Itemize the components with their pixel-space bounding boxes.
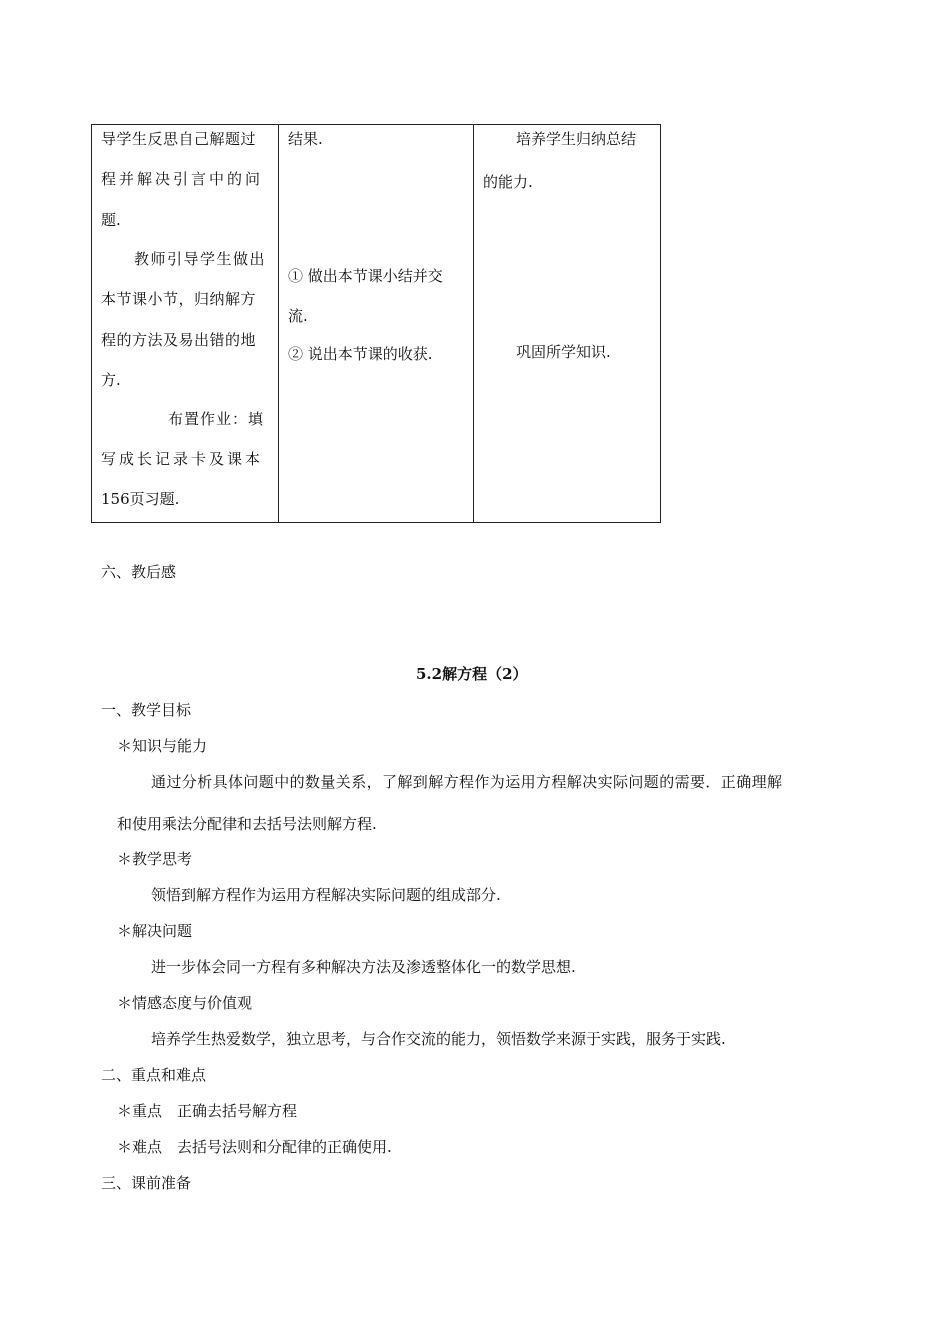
lesson-title: 5.2解方程（2） bbox=[416, 665, 528, 683]
table-cell-student bbox=[279, 125, 474, 523]
subheading-problem-solving: ＊解决问题 bbox=[117, 922, 193, 940]
paragraph-attitude: 培养学生热爱数学，独立思考，与合作交流的能力，领悟数学来源于实践，服务于实践. bbox=[151, 1030, 726, 1048]
cell-line: 导学生反思自己解题过 bbox=[101, 130, 257, 148]
difficult-point: ＊难点 去括号法则和分配律的正确使用. bbox=[117, 1138, 392, 1156]
cell-line: 程并解决引言中的问 bbox=[101, 170, 264, 188]
cell-line: 流. bbox=[288, 307, 308, 325]
section-heading-key-points: 二、重点和难点 bbox=[101, 1066, 207, 1084]
table-cell-intent bbox=[474, 125, 661, 523]
cell-line: 本节课小节，归纳解方 bbox=[101, 290, 257, 308]
key-point: ＊重点 正确去括号解方程 bbox=[117, 1102, 298, 1120]
subheading-thinking: ＊教学思考 bbox=[117, 850, 193, 868]
subheading-knowledge: ＊知识与能力 bbox=[117, 737, 208, 755]
cell-line: 巩固所学知识. bbox=[516, 343, 611, 361]
cell-line: 的能力. bbox=[483, 173, 533, 191]
cell-line: 156页习题. bbox=[101, 490, 180, 508]
cell-line: 布置作业：填 bbox=[168, 410, 265, 428]
cell-line: 写成长记录卡及课本 bbox=[101, 450, 264, 468]
cell-line: 方. bbox=[101, 371, 121, 389]
section-heading-preparation: 三、课前准备 bbox=[101, 1174, 192, 1192]
lesson-table bbox=[91, 124, 661, 523]
table-cell-teacher bbox=[92, 125, 279, 523]
cell-line: 程的方法及易出错的地 bbox=[101, 331, 257, 349]
paragraph-knowledge-1: 通过分析具体问题中的数量关系，了解到解方程作为运用方程解决实际问题的需要．正确理解 bbox=[151, 773, 783, 791]
cell-line: ① 做出本节课小结并交 bbox=[288, 267, 443, 285]
section-heading-reflection: 六、教后感 bbox=[101, 563, 177, 581]
section-heading-goals: 一、教学目标 bbox=[101, 701, 192, 719]
cell-line: 培养学生归纳总结 bbox=[516, 130, 637, 148]
paragraph-knowledge-2: 和使用乘法分配律和去括号法则解方程. bbox=[117, 815, 377, 833]
subheading-attitude: ＊情感态度与价值观 bbox=[117, 994, 253, 1012]
cell-line: 教师引导学生做出 bbox=[134, 250, 267, 268]
cell-line: ② 说出本节课的收获. bbox=[288, 345, 433, 363]
cell-line: 结果. bbox=[288, 130, 323, 148]
paragraph-problem-solving: 进一步体会同一方程有多种解决方法及渗透整体化一的数学思想. bbox=[151, 958, 576, 976]
paragraph-thinking: 领悟到解方程作为运用方程解决实际问题的组成部分. bbox=[151, 886, 501, 904]
cell-line: 题. bbox=[101, 211, 121, 229]
